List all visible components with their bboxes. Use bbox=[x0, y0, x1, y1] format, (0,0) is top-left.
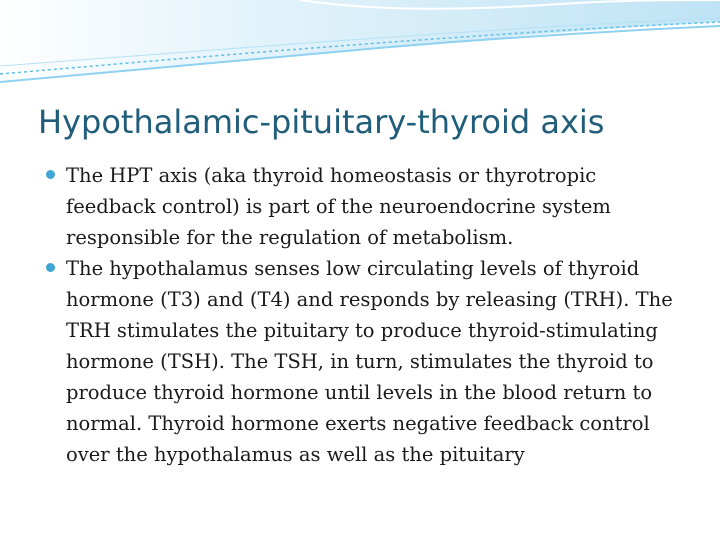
bullet-list bbox=[46, 160, 686, 470]
bullet-item bbox=[46, 253, 686, 470]
bullet-text: The HPT axis (aka thyroid homeostasis or thyrotropic feedback control) is part of the neuroendocrine system responsible for the regulation of metabolism. bbox=[66, 164, 611, 249]
bullet-text: The hypothalamus senses low circulating levels of thyroid hormone (T3) and (T4) and responds by releasing (TRH). The TRH stimulates the pituitary to produce thyroid-stimulating hormone (TSH). The TSH, in turn, stimulates the thyroid to produce thyroid hormone until levels in the blood return to normal. Thyroid hormone exerts negative feedback control over the hypothalamus as well as the pituitary bbox=[66, 257, 673, 466]
decorative-wave-banner bbox=[0, 0, 720, 110]
bullet-dot-icon bbox=[46, 263, 55, 272]
slide-title: Hypothalamic-pituitary-thyroid axis bbox=[38, 103, 605, 141]
bullet-item bbox=[46, 160, 686, 253]
bullet-dot-icon bbox=[46, 170, 55, 179]
